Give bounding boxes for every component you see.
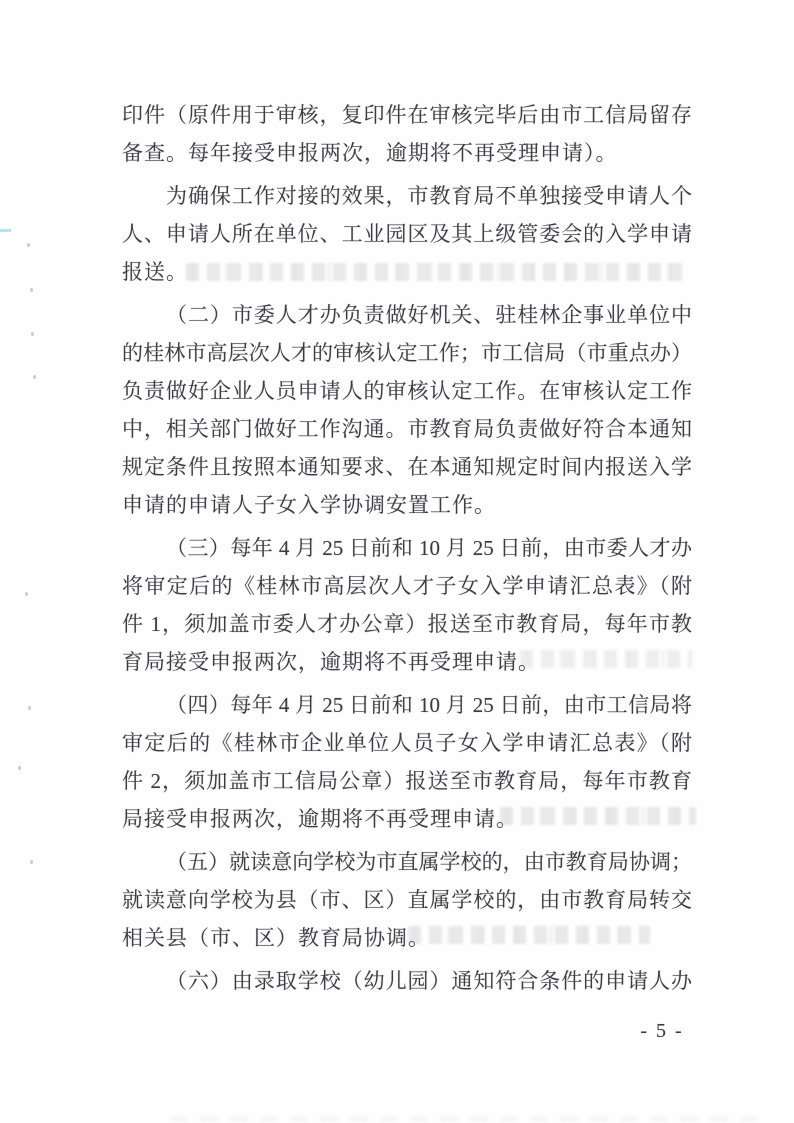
text-line: 报送。 — [122, 260, 188, 284]
text-line: 件 2，须加盖市工信局公章）报送至市教育局，每年市教育 — [122, 769, 692, 793]
scan-artifact-edge-smudge — [170, 1117, 770, 1121]
text-line: （四）每年 4 月 25 日前和 10 月 25 日前，由市工信局将 — [166, 693, 692, 717]
text-line: 相关县（市、区）教育局协调。 — [122, 926, 430, 950]
text-line: 负责做好企业人员申请人的审核认定工作。在审核认定工作 — [122, 379, 692, 403]
text-line: （三）每年 4 月 25 日前和 10 月 25 日前，由市委人才办 — [166, 536, 692, 560]
text-line: 的桂林市高层次人才的审核认定工作；市工信局（市重点办） — [122, 341, 692, 365]
text-line: 为确保工作对接的效果，市教育局不单独接受申请人个 — [166, 184, 692, 208]
text-line: 局接受申报两次，逾期将不再受理申请。 — [122, 807, 518, 831]
page-number: - 5 - — [640, 1020, 684, 1042]
scan-speck — [30, 288, 33, 292]
scan-speck — [18, 766, 21, 770]
text-line: 人、申请人所在单位、工业园区及其上级管委会的入学申请 — [122, 222, 692, 246]
scan-artifact-cyan-dash — [0, 229, 11, 232]
text-line: （六）由录取学校（幼儿园）通知符合条件的申请人办 — [166, 969, 692, 993]
text-line: 育局接受申报两次，逾期将不再受理申请。 — [122, 650, 540, 674]
text-line: （二）市委人才办负责做好机关、驻桂林企事业单位中 — [166, 303, 692, 327]
scan-speck — [25, 592, 28, 596]
scan-artifact-bleedthrough — [408, 926, 650, 944]
text-line: 申请的申请人子女入学协调安置工作。 — [122, 493, 496, 517]
text-line: （五）就读意向学校为市直属学校的，由市教育局协调； — [166, 850, 692, 874]
text-line: 审定后的《桂林市企业单位人员子女入学申请汇总表》（附 — [122, 731, 692, 755]
text-line: 规定条件且按照本通知要求、在本通知规定时间内报送入学 — [122, 455, 692, 479]
scan-speck — [31, 332, 34, 336]
text-line: 中，相关部门做好工作沟通。市教育局负责做好符合本通知 — [122, 417, 692, 441]
scan-speck — [28, 706, 31, 710]
text-line: 备查。每年接受申报两次，逾期将不再受理申请）。 — [122, 141, 618, 165]
text-line: 印件（原件用于审核，复印件在审核完毕后由市工信局留存 — [122, 103, 692, 127]
text-line: 将审定后的《桂林市高层次人才子女入学申请汇总表》（附 — [122, 574, 692, 598]
scan-speck — [33, 375, 36, 379]
paragraph-continuation — [122, 96, 692, 172]
text-line: 件 1，须加盖市委人才办公章）报送至市教育局，每年市教 — [122, 612, 692, 636]
scan-speck — [27, 243, 30, 247]
text-line: 就读意向学校为县（市、区）直属学校的，由市教育局转交 — [122, 888, 692, 912]
paragraph-item-2 — [122, 296, 692, 524]
paragraph-item-6 — [122, 962, 692, 1000]
scan-artifact-bleedthrough — [520, 650, 692, 668]
scan-artifact-bleedthrough — [186, 263, 686, 281]
text-block — [122, 96, 692, 1000]
scan-speck — [30, 860, 33, 864]
scan-artifact-bleedthrough — [500, 807, 696, 825]
